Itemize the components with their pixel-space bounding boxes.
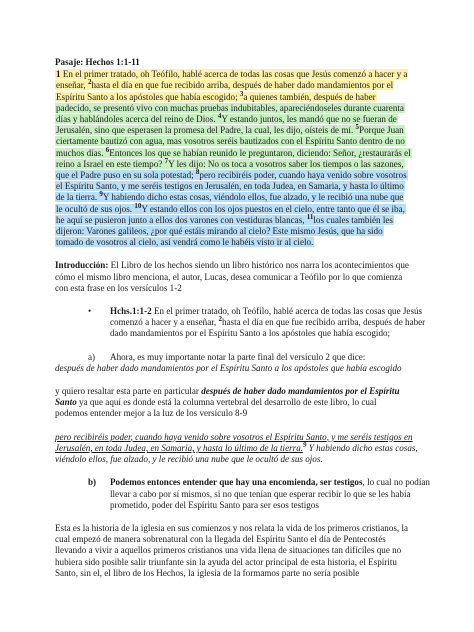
bullet-line-2b: hasta el día en que fue recibido arriba, después de haber bbox=[221, 317, 426, 328]
intro-line-2: cómo el mismo libro menciona, el autor, Lucas, desea comunicar a Teófilo por lo que comienza bbox=[55, 271, 403, 282]
verse-text: Jerusalén, sino que esperasen la promesa del Padre, la cual, les dijo, oísteis de mí. bbox=[56, 125, 356, 136]
passage-line bbox=[55, 156, 430, 170]
point-b-line-3: prometido, poder del Espíritu Santo para ser esos testigos bbox=[110, 499, 319, 510]
bullet-item bbox=[88, 306, 430, 340]
verse-text: Porque Juan bbox=[359, 125, 404, 136]
verse-text: Y estando juntos, les mandó que no se fueran de bbox=[221, 114, 397, 125]
verse-text: dijeron: Varones galileos, ¿por qué estáis mirando al cielo? Este mismo Jesús, que ha sido bbox=[56, 226, 383, 237]
closing-line-3: llevando a vivir a aquellos primeros cristianos una vida llena de situaciones tan difíciles que no bbox=[55, 545, 402, 556]
bullet-ref: Hchs.1:1-2 bbox=[110, 306, 152, 317]
passage-title: Pasaje: Hechos 1:1-11 bbox=[55, 57, 140, 67]
passage-line bbox=[55, 237, 430, 248]
verse-text: de la tierra. bbox=[56, 192, 100, 203]
passage-line bbox=[55, 111, 430, 125]
verse-number: 11 bbox=[306, 212, 314, 221]
verse-text: enseñar, bbox=[56, 80, 88, 91]
v8-part-c: , y me seréis testigos en bbox=[326, 431, 413, 442]
passage-line bbox=[55, 170, 430, 181]
verse-text: he aquí se pusieron junto a ellos dos varones con vestiduras blancas, bbox=[56, 214, 307, 225]
verse-text: Y les dijo: No os toca a vosotros saber los tiempos o las sazones, bbox=[168, 158, 404, 169]
intro-label: Introducción: bbox=[55, 260, 109, 271]
para1-line-3: podemos entender mejor a la luz de los versículo 8-9 bbox=[55, 408, 248, 419]
passage-line bbox=[55, 192, 430, 203]
passage-line bbox=[55, 69, 430, 80]
passage-line bbox=[55, 89, 430, 103]
passage-line bbox=[55, 103, 430, 114]
verse-text: le ocultó de sus ojos. bbox=[56, 203, 135, 214]
verse-text: pero recibiréis poder, cuando haya venido sobre vosotros bbox=[199, 170, 407, 181]
highlight-span bbox=[55, 170, 408, 180]
bullet-line-3: dado mandamientos por el Espíritu Santo a los apóstoles que había escogido; bbox=[110, 328, 391, 339]
highlight-span bbox=[55, 237, 314, 247]
verse-number: 7 bbox=[164, 156, 169, 165]
verse-number: 5 bbox=[355, 123, 360, 132]
point-a-marker: a) bbox=[88, 351, 96, 362]
passage-line bbox=[55, 226, 430, 237]
verse-text: días y hablándoles acerca del reino de Dios. bbox=[56, 114, 218, 125]
intro-line-1: El Libro de los hechos siendo un libro histórico nos narra los acontecimientos que bbox=[108, 260, 409, 271]
closing-line-1: Esta es la historia de la iglesia en sus comienzos y nos relata la vida de los primeros cristianos, la bbox=[55, 522, 409, 533]
point-b bbox=[88, 477, 430, 511]
v8-part-d: Jerusalén, en toda Judea, en Samaria, y hasta lo último de la tierra. bbox=[55, 442, 304, 453]
verses-8-9 bbox=[55, 432, 430, 466]
highlight-span bbox=[55, 226, 384, 236]
para1-pre: y quiero resaltar esta parte en particular bbox=[55, 386, 202, 397]
v9-part-a: Y habiendo dicho estas cosas, bbox=[306, 442, 418, 453]
bullet-line-1: En el primer tratado, oh Teófilo, hablé acerca de todas las cosas que Jesús bbox=[151, 306, 423, 317]
highlight-span bbox=[55, 69, 408, 79]
v9-part-b: viéndolo ellos, fue alzado, y le recibió una nube que le ocultó de sus ojos. bbox=[55, 454, 323, 465]
verse-text: tomado de vosotros al cielo, así vendrá como le habéis visto ir al cielo. bbox=[56, 237, 314, 248]
bullet-marker: • bbox=[88, 306, 92, 317]
verse-text: padecido, se presentó vivo con muchas pruebas indubitables, apareciéndoseles durante cuarenta bbox=[56, 102, 404, 113]
point-a bbox=[88, 352, 430, 363]
paragraph-emphasis bbox=[55, 386, 430, 420]
highlight-span bbox=[55, 156, 405, 169]
verse-text: En el primer tratado, oh Teófilo, hablé acerca de todas las cosas que Jesús comenzó a hacer y a bbox=[60, 69, 408, 80]
para1-bold-1: después de haber dado mandamientos por el Espíritu bbox=[201, 386, 400, 397]
highlight-span bbox=[55, 212, 394, 225]
verse-number: 2 bbox=[218, 315, 222, 324]
passage-line bbox=[55, 181, 430, 192]
verse-text: reino a Israel en este tiempo? bbox=[56, 158, 165, 169]
highlight-span bbox=[55, 125, 405, 135]
verse-number: 10 bbox=[134, 201, 142, 210]
point-a-text: Ahora, es muy importante notar la parte final del versículo 2 que dice: bbox=[110, 351, 366, 362]
verse-text: hasta el día en que fue recibido arriba, después de haber dado mandamientos por el bbox=[91, 80, 394, 91]
v8-part-b: , cuando haya venido sobre vosotros el Espíritu Santo bbox=[130, 431, 327, 442]
passage-line bbox=[55, 136, 430, 147]
highlight-span bbox=[55, 111, 398, 125]
para1-bold-2: Santo bbox=[55, 397, 77, 408]
verse-number: 3 bbox=[239, 89, 244, 98]
verse-number: 9 bbox=[99, 190, 103, 199]
verse-text: el Espíritu Santo, y me seréis testigos en Jerusalén, en toda Judea, en Samaria, y hasta lo último bbox=[56, 181, 404, 192]
verse-text: Espíritu Santo a los apóstoles que había escogido; bbox=[56, 91, 240, 102]
highlight-span bbox=[55, 89, 377, 102]
verse-number: 9 bbox=[303, 440, 307, 449]
verse-text: Y habiendo dicho estas cosas, viéndolo ellos, fue alzado, y le recibió una nube que bbox=[102, 192, 404, 203]
highlight-span bbox=[55, 192, 404, 202]
verse-number: 4 bbox=[217, 111, 222, 120]
intro-paragraph bbox=[55, 260, 430, 294]
verse-text: Y estando ellos con los ojos puestos en el cielo, entre tanto que él se iba, bbox=[141, 203, 405, 214]
verse-text: muchos días. bbox=[56, 147, 106, 158]
para1-line-2: ya que aquí es donde está la columna vertebral del desarrollo de este libro, lo cual bbox=[76, 397, 377, 408]
verse-text: Entonces los que se habían reunido le preguntaron, diciendo: Señor, ¿restaurarás el bbox=[109, 147, 411, 158]
verse-number: 8 bbox=[195, 168, 200, 176]
closing-line-4: hubiera sido posible salir triunfante sin la ayuda del actor principal de esta historia, el Espíritu bbox=[55, 556, 397, 567]
passage-line bbox=[55, 212, 430, 226]
intro-line-3: con esta frase en los versículos 1-2 bbox=[55, 282, 182, 293]
passage-line bbox=[55, 145, 430, 159]
closing-paragraph bbox=[55, 523, 430, 579]
verse-text: a quienes también, después de haber bbox=[243, 91, 376, 102]
verse-number: 2 bbox=[87, 78, 92, 87]
bullet-line-2a: comenzó a hacer y a enseñar, bbox=[110, 317, 219, 328]
highlight-span bbox=[55, 181, 405, 191]
closing-line-2: cual empezó de manera sobrenatural con la llegada del Espíritu Santo el día de Pentecostés bbox=[55, 534, 386, 545]
passage-line bbox=[55, 125, 430, 136]
point-b-marker: b) bbox=[88, 477, 97, 488]
verse-text: que el Padre puso en su sola potestad; bbox=[56, 170, 196, 181]
highlight-span bbox=[55, 103, 405, 113]
v8-part-a: pero recibiréis poder bbox=[55, 431, 131, 442]
highlight-span bbox=[55, 80, 394, 90]
point-b-line-2: llevar a cabo por sí mismos, si no que tenían que esperar recibir lo que se les había bbox=[110, 488, 411, 499]
point-a-quote: después de haber dado mandamientos por el Espíritu Santo a los apóstoles que había escogido bbox=[55, 362, 402, 373]
point-b-rest: , lo cual no podían bbox=[362, 477, 430, 488]
verse-text: ciertamente bautizó con agua, mas vosotros seréis bautizados con el Espíritu Santo dentro de no bbox=[56, 136, 405, 147]
closing-line-5: Santo, sin el, el libro de los Hechos, la iglesia de la formamos parte no sería posible bbox=[55, 567, 360, 578]
verse-number: 6 bbox=[105, 145, 110, 154]
highlight-span bbox=[55, 145, 412, 158]
highlight-span bbox=[55, 201, 406, 214]
point-b-bold: Podemos entonces entender que hay una encomienda, ser testigos bbox=[110, 477, 363, 488]
verse-number: 1 bbox=[56, 69, 61, 80]
verse-text: los cuales también les bbox=[313, 214, 393, 225]
passage-line bbox=[55, 201, 430, 215]
passage-text bbox=[55, 69, 430, 248]
